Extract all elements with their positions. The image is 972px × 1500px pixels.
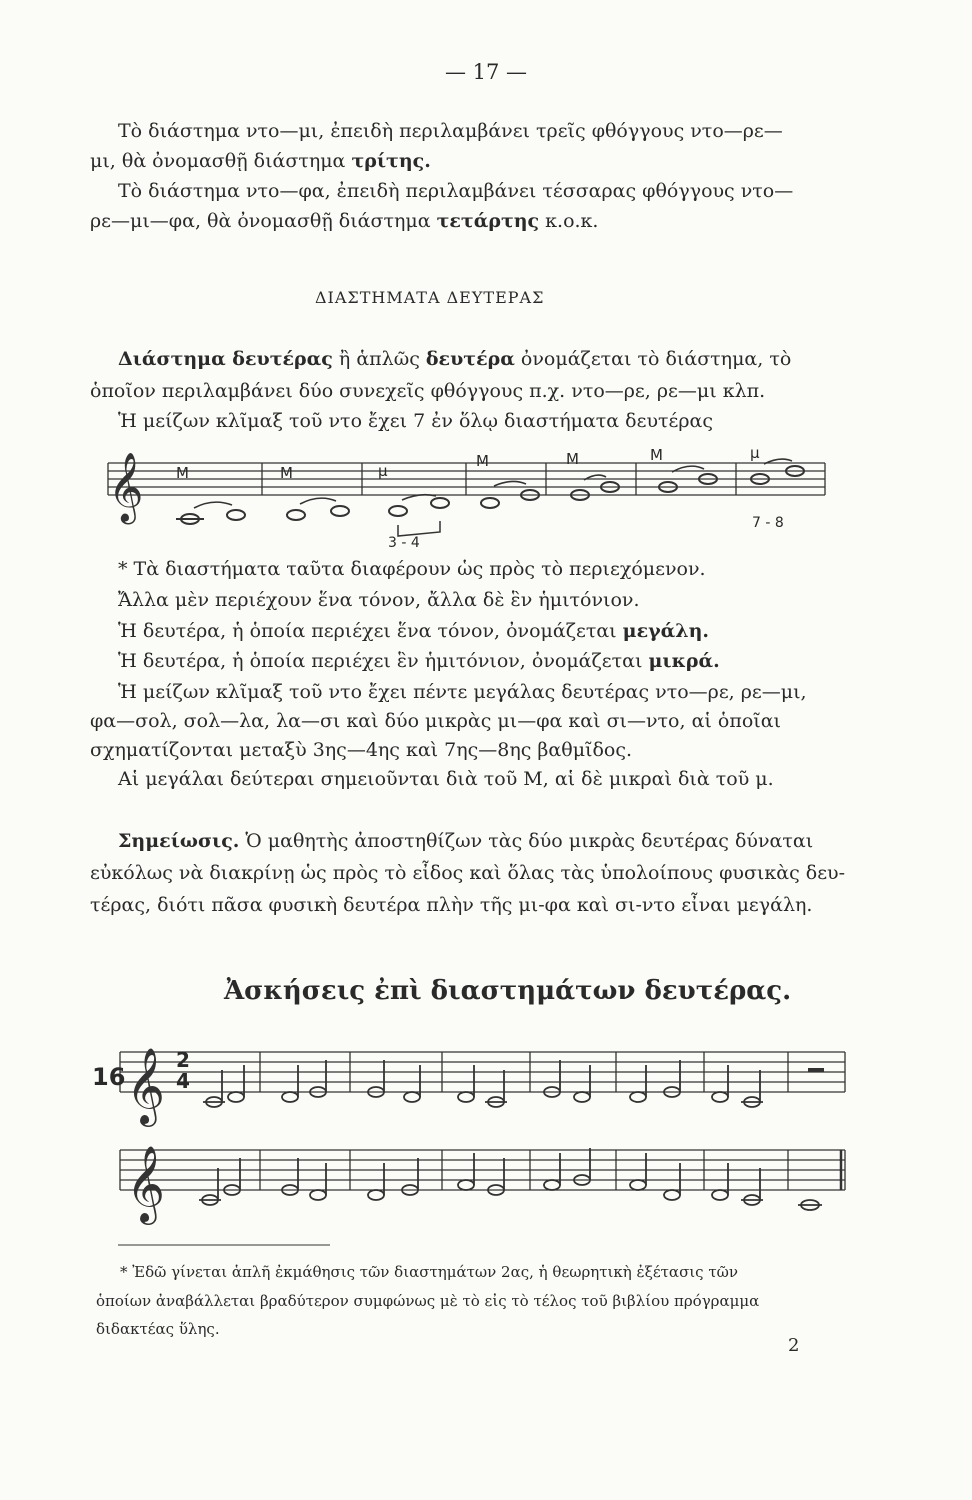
mark-5: M (566, 450, 579, 468)
page-number: — 17 — (444, 60, 528, 84)
exercise-staff-2 (120, 1150, 845, 1190)
mark-3: μ (378, 462, 388, 480)
note-sol (521, 490, 539, 500)
note-do-high (786, 466, 804, 476)
footnote-line-3: διδακτέας ὕλης. (96, 1320, 220, 1338)
note-la (601, 482, 619, 492)
exercise-notes-1 (203, 1060, 763, 1107)
section-heading: ΔΙΑΣΤΗΜΑΤΑ ΔΕΥΤΕΡΑΣ (315, 288, 545, 307)
time-signature-bottom: 4 (176, 1069, 190, 1093)
footnote-line-1: * Ἐδῶ γίνεται ἁπλῆ ἐκμάθησις τῶν διαστημάτων 2ας, ἡ θεωρητικὴ ἐξέτασις τῶν (120, 1263, 739, 1281)
definition-line-1: Διάστημα δευτέρας ἢ ἁπλῶς δευτέρα ὀνομάζεται τὸ διάστημα, τὸ (118, 348, 792, 370)
body-line-5: Ἡ μείζων κλῖμαξ τοῦ ντο ἔχει πέντε μεγάλας δευτέρας ντο—ρε, ρε—μι, (118, 681, 807, 703)
note-line-3: τέρας, διότι πᾶσα φυσικὴ δευτέρα πλὴν τῆς μι-φα καὶ σι-ντο εἶναι μεγάλη. (90, 894, 813, 916)
exercise-staff-1 (120, 1048, 845, 1092)
body-line-2: Ἄλλα μὲν περιέχουν ἕνα τόνον, ἄλλα δὲ ἓν ἡμιτόνιον. (118, 589, 640, 611)
note-line-1: Σημείωσις. Ὁ μαθητὴς ἀποστηθίζων τὰς δύο μικρὰς δευτέρας δύναται (118, 830, 814, 852)
mark-7: μ (750, 444, 760, 462)
note-sol-2 (571, 490, 589, 500)
definition-line-2: ὁποῖον περιλαμβάνει δύο συνεχεῖς φθόγγους π.χ. ντο—ρε, ρε—μι κλπ. (90, 380, 766, 402)
label-3-4: 3 - 4 (388, 535, 420, 551)
note-fa (431, 498, 449, 508)
half-rest (808, 1068, 824, 1072)
label-7-8: 7 - 8 (752, 515, 784, 531)
treble-clef-icon: 𝄞 (126, 1145, 166, 1222)
treble-clef-icon: 𝄞 (108, 452, 144, 522)
note-line-2: εὐκόλως νὰ διακρίνῃ ὡς πρὸς τὸ εἶδος καὶ ὅλας τὰς ὑπολοίπους φυσικὰς δευ- (90, 862, 846, 884)
scale-notes (176, 459, 804, 536)
definition-line-3: Ἡ μείζων κλῖμαξ τοῦ ντο ἔχει 7 ἐν ὅλῳ διαστήματα δευτέρας (118, 410, 713, 432)
note-si-2 (751, 474, 769, 484)
mark-2: M (280, 464, 293, 482)
scale-staff (108, 463, 825, 495)
intro-line-4: ρε—μι—φα, θὰ ὀνομασθῇ διάστημα τετάρτης κ.ο.κ. (90, 210, 599, 232)
intro-line-3: Τὸ διάστημα ντο—φα, ἐπειδὴ περιλαμβάνει τέσσαρας φθόγγους ντο— (118, 180, 794, 202)
note-mi (331, 506, 349, 516)
body-line-4: Ἡ δευτέρα, ἡ ὁποία περιέχει ἓν ἡμιτόνιον, ὀνομάζεται μικρά. (118, 650, 720, 672)
note-re-2 (287, 510, 305, 520)
note-re (227, 510, 245, 520)
body-line-7: σχηματίζονται μεταξὺ 3ης—4ης καὶ 7ης—8ης βαθμῖδος. (90, 739, 633, 761)
body-line-3: Ἡ δευτέρα, ἡ ὁποία περιέχει ἕνα τόνον, ὀνομάζεται μεγάλη. (118, 620, 710, 642)
note-la-2 (659, 482, 677, 492)
exercise-notes-2 (199, 1148, 822, 1210)
mark-6: M (650, 446, 663, 464)
signature-mark: 2 (788, 1335, 800, 1356)
exercise-number: 16 (92, 1063, 126, 1091)
note-do (181, 514, 199, 524)
intro-line-1: Τὸ διάστημα ντο—μι, ἐπειδὴ περιλαμβάνει τρεῖς φθόγγους ντο—ρε— (118, 120, 783, 142)
exercises-title: Ἀσκήσεις ἐπὶ διαστημάτων δευτέρας. (224, 976, 792, 1006)
note-si (699, 474, 717, 484)
time-signature-top: 2 (176, 1048, 190, 1072)
body-line-6: φα—σολ, σολ—λα, λα—σι καὶ δύο μικρὰς μι—φα καὶ σι—ντο, αἱ ὁποῖαι (90, 710, 781, 732)
footnote-line-2: ὁποίων ἀναβάλλεται βραδύτερον συμφώνως μὲ τὸ εἰς τὸ τέλος τοῦ βιβλίου πρόγραμμα (96, 1292, 760, 1310)
intro-line-2: μι, θὰ ὀνομασθῇ διάστημα τρίτης. (90, 150, 431, 172)
note-fa-2 (481, 498, 499, 508)
treble-clef-icon: 𝄞 (126, 1047, 166, 1124)
mark-4: M (476, 452, 489, 470)
body-line-1: * Τὰ διαστήματα ταῦτα διαφέρουν ὡς πρὸς τὸ περιεχόμενον. (118, 558, 706, 580)
note-mi-2 (389, 506, 407, 516)
mark-1: M (176, 464, 189, 482)
body-line-8: Αἱ μεγάλαι δεύτεραι σημειοῦνται διὰ τοῦ Μ, αἱ δὲ μικραὶ διὰ τοῦ μ. (118, 768, 774, 790)
